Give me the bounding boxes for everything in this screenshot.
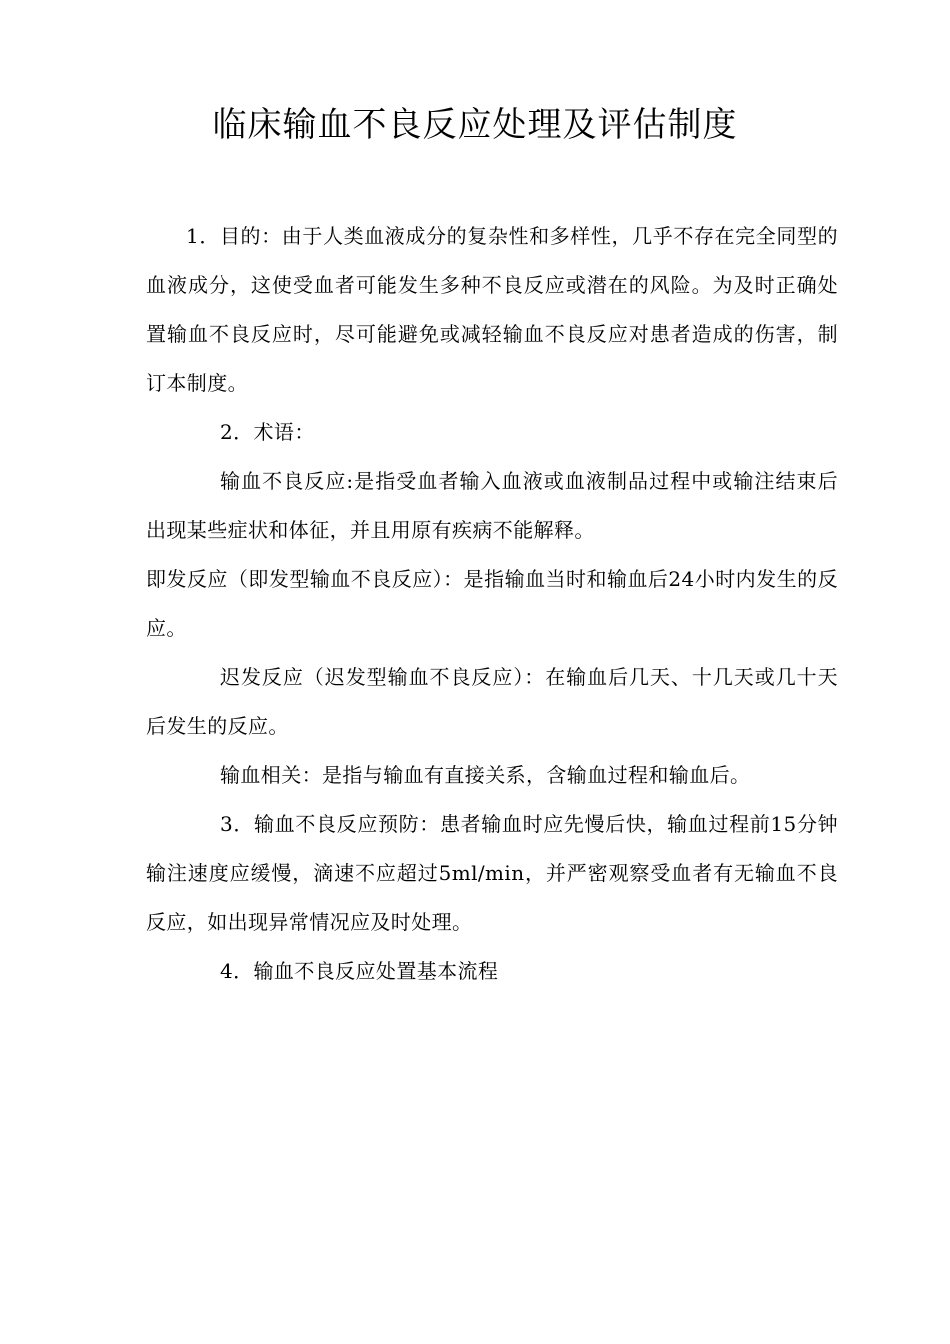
- page-title: 临床输血不良反应处理及评估制度: [212, 105, 738, 145]
- paragraph-definition-delayed-reaction: 迟发反应（迟发型输血不良反应）：在输血后几天、十几天或几十天后发生的反应。: [146, 665, 838, 738]
- paragraph-definition-transfusion-related: 输血相关：是指与输血有直接关系，含输血过程和输血后。: [220, 763, 751, 787]
- paragraph-prevention: 3．输血不良反应预防：患者输血时应先慢后快，输血过程前15分钟输注速度应缓慢，滴速不应超过5ml/min，并严密观察受血者有无输血不良反应，如出现异常情况应及时处理。: [146, 812, 838, 934]
- paragraph-terms-heading: 2．术语：: [220, 420, 315, 444]
- paragraph-purpose: 1．目的：由于人类血液成分的复杂性和多样性，几乎不存在完全同型的血液成分，这使受血者可能发生多种不良反应或潜在的风险。为及时正确处置输血不良反应时，尽可能避免或减轻输血不良反应对患者造成的伤害，制订本制度。: [146, 224, 838, 395]
- paragraph-definition-immediate-reaction: 即发反应（即发型输血不良反应）：是指输血当时和输血后24小时内发生的反应。: [146, 567, 838, 640]
- paragraph-procedure-heading: 4．输血不良反应处置基本流程: [220, 959, 499, 983]
- document-body: [146, 212, 838, 996]
- paragraph-definition-adverse-reaction: 输血不良反应:是指受血者输入血液或血液制品过程中或输注结束后出现某些症状和体征，并且用原有疾病不能解释。: [146, 469, 838, 542]
